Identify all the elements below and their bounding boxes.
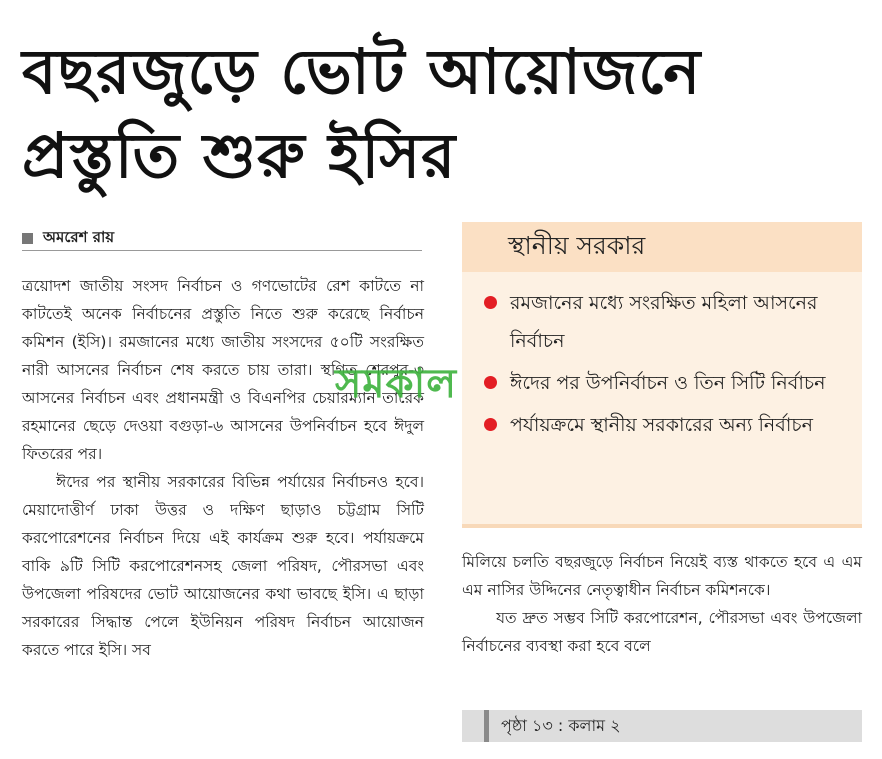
bullet-dot-icon (484, 296, 497, 309)
paragraph: যত দ্রুত সম্ভব সিটি করপোরেশন, পৌরসভা এবং উপজেলা নির্বাচনের ব্যবস্থা করা হবে বলে (462, 609, 862, 655)
byline-divider (22, 250, 422, 251)
publisher-watermark: সমকাল (335, 361, 458, 407)
byline-square-icon (22, 233, 33, 244)
byline (22, 226, 422, 251)
sidebar-list (462, 272, 862, 444)
sidebar-item (484, 284, 840, 360)
article-column-right (462, 548, 862, 660)
sidebar-item-label: পর্যায়ক্রমে স্থানীয় সরকারের অন্য নির্বাচন (510, 414, 813, 436)
author-name: অমরেশ রায় (43, 228, 115, 246)
article-column-left (22, 272, 424, 664)
headline-line-1: বছরজুড়ে ভোট আয়োজনে (22, 35, 702, 108)
paragraph: ত্রয়োদশ জাতীয় সংসদ নির্বাচন ও গণভোটের রেশ কাটতে না কাটতেই অনেক নির্বাচনের প্রস্তুতি নিতে শুরু করেছে নির্বাচন কমিশন (ইসি)। রমজানের মধ্যে জাতীয় সংসদের ৫০টি সংরক্ষিত নারী আসনের নির্বাচন শেষ করতে চায় তারা। স্থগিত শেরপুর-৩ আসনের নির্বাচন এবং প্রধানমন্ত্রী ও বিএনপির চেয়ারম্যান তারেক রহমানের ছেড়ে দেওয়া বগুড়া-৬ আসনের উপনির্বাচন হবে ঈদুল ফিতরের পর। (22, 277, 424, 463)
sidebar-bottom-rule (462, 524, 862, 528)
headline-line-2: প্রস্তুতি শুরু ইসির (22, 119, 457, 192)
sidebar-item-label: ঈদের পর উপনির্বাচন ও তিন সিটি নির্বাচন (510, 372, 826, 394)
sidebar-box (462, 222, 862, 528)
jump-label: পৃষ্ঠা ১৩ : কলাম ২ (501, 715, 621, 735)
sidebar-item (484, 364, 840, 402)
sidebar-item (484, 406, 840, 444)
bullet-dot-icon (484, 418, 497, 431)
jump-bar-icon (484, 710, 489, 742)
sidebar-title: স্থানীয় সরকার (462, 222, 862, 272)
page-jump-reference (462, 710, 862, 742)
sidebar-item-label: রমজানের মধ্যে সংরক্ষিত মহিলা আসনের নির্বাচন (510, 292, 818, 352)
headline (22, 30, 862, 198)
bullet-dot-icon (484, 376, 497, 389)
paragraph: ঈদের পর স্থানীয় সরকারের বিভিন্ন পর্যায়ের নির্বাচনও হবে। মেয়াদোত্তীর্ণ ঢাকা উত্তর ও দক্ষিণ ছাড়াও চট্টগ্রাম সিটি করপোরেশনের নির্বাচন দিয়ে এই কার্যক্রম শুরু হবে। পর্যায়ক্রমে বাকি ৯টি সিটি করপোরেশনসহ জেলা পরিষদ, পৌরসভা এবং উপজেলা পরিষদের ভোট আয়োজনের কথা ভাবছে ইসি। এ ছাড়া সরকারের সিদ্ধান্ত পেলে ইউনিয়ন পরিষদ নির্বাচন আয়োজন করতে পারে ইসি। সব (22, 473, 424, 659)
paragraph: মিলিয়ে চলতি বছরজুড়ে নির্বাচন নিয়েই ব্যস্ত থাকতে হবে এ এম এম নাসির উদ্দিনের নেতৃত্বাধীন নির্বাচন কমিশনকে। (462, 553, 862, 599)
